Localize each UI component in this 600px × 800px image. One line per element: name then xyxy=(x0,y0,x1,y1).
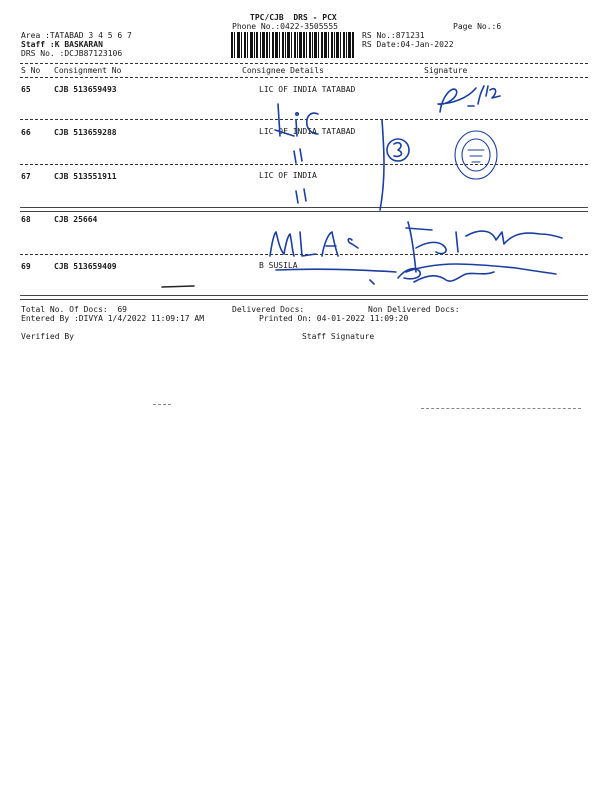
staff-field: Staff :K BASKARAN xyxy=(21,40,103,49)
drs-number: DRS No. :DCJB87123106 xyxy=(21,49,123,58)
row-consignee: LIC OF INDIA TATABAD xyxy=(259,127,356,136)
column-sno: S No xyxy=(21,66,41,75)
printed-on: Printed On: 04-01-2022 11:09:20 xyxy=(259,314,409,323)
barcode-icon xyxy=(231,32,355,58)
row-consignment: CJB 513659409 xyxy=(54,262,117,271)
row-consignment: CJB 513659288 xyxy=(54,128,117,137)
document-title: TPC/CJB DRS - PCX xyxy=(250,13,337,22)
non-delivered-docs: Non Delivered Docs: xyxy=(368,305,460,314)
row-sno: 69 xyxy=(21,262,31,271)
row-consignee: B SUSILA xyxy=(259,261,298,270)
handwritten-lic-note xyxy=(270,92,330,142)
row-consignment: CJB 513659493 xyxy=(54,85,117,94)
verified-by: Verified By xyxy=(21,332,74,341)
phone-number: Phone No.:0422-3505555 xyxy=(232,22,338,31)
staff-signature-label: Staff Signature xyxy=(302,332,375,341)
row-sno: 68 xyxy=(21,215,31,224)
column-consignment: Consignment No xyxy=(54,66,122,75)
rs-number: RS No.:871231 xyxy=(362,31,425,40)
row-consignment: CJB 513551911 xyxy=(54,172,117,181)
scan-mark xyxy=(153,404,171,405)
header-divider-top xyxy=(20,63,588,64)
row-sno: 67 xyxy=(21,172,31,181)
signature-row-69 xyxy=(368,254,502,292)
area-field: Area :TATABAD 3 4 5 6 7 xyxy=(21,31,132,40)
column-consignee-details: Consignee Details xyxy=(242,66,324,75)
row-sno: 66 xyxy=(21,128,31,137)
pen-stroke xyxy=(160,284,196,290)
delivered-docs: Delivered Docs: xyxy=(232,305,305,314)
bracket-mark xyxy=(376,118,412,212)
column-signature: Signature xyxy=(424,66,468,75)
scan-mark xyxy=(421,408,581,409)
row-consignee: LIC OF INDIA TATABAD xyxy=(259,85,356,94)
ditto-marks xyxy=(288,145,328,205)
total-docs: Total No. Of Docs: 69 xyxy=(21,305,127,314)
entered-by: Entered By :DIVYA 1/4/2022 11:09:17 AM xyxy=(21,314,205,323)
page-number: Page No.:6 xyxy=(453,22,502,31)
row-consignment: CJB 25664 xyxy=(54,215,98,224)
row-consignee: LIC OF INDIA xyxy=(259,171,317,180)
signature-row-65 xyxy=(432,76,502,120)
section-divider xyxy=(20,295,588,300)
header-divider-bottom xyxy=(20,77,588,78)
row-sno: 65 xyxy=(21,85,31,94)
office-stamp-icon xyxy=(452,128,500,182)
rs-date: RS Date:04-Jan-2022 xyxy=(362,40,454,49)
